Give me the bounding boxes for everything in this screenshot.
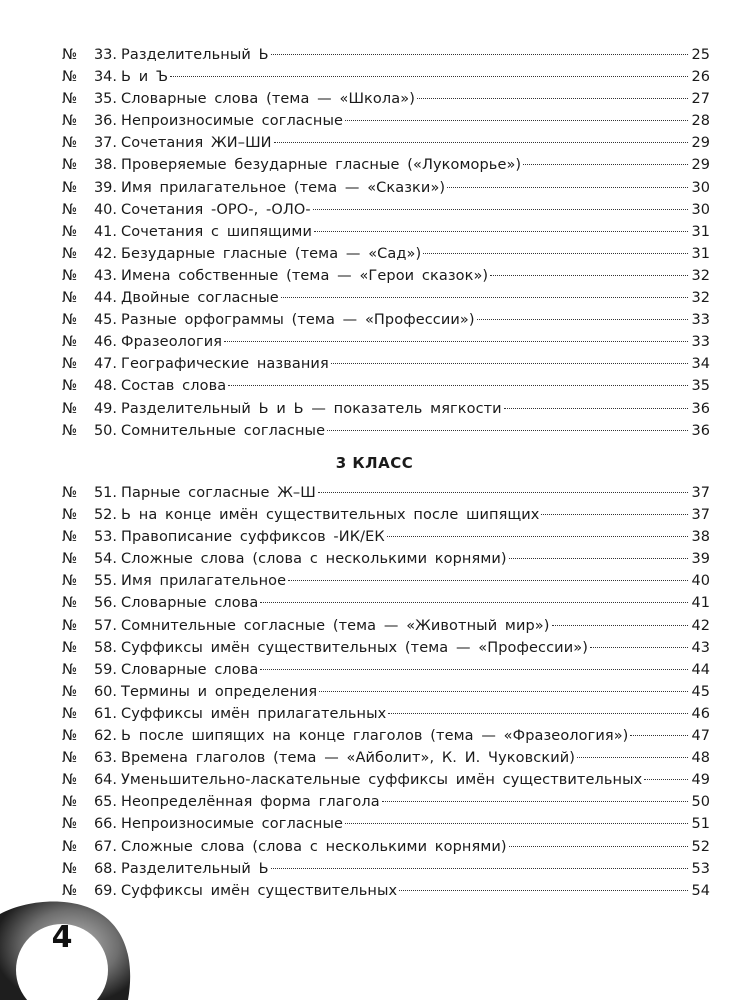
entry-number-sign: № bbox=[62, 422, 78, 439]
entry-title: Термины и определения bbox=[121, 683, 318, 700]
entry-number: 49. bbox=[93, 400, 117, 417]
entry-number-sign: № bbox=[62, 47, 78, 63]
entry-number: 68. bbox=[93, 860, 117, 877]
entry-number: 52. bbox=[93, 507, 117, 524]
page-number: 4 bbox=[51, 920, 73, 955]
entry-title: Имена собственные (тема — «Герои сказок») bbox=[121, 267, 489, 284]
toc-entry bbox=[62, 681, 710, 703]
section-heading: 3 КЛАСС bbox=[335, 454, 414, 472]
toc-entry bbox=[62, 331, 710, 353]
entry-number: 45. bbox=[93, 312, 117, 329]
toc-entry bbox=[62, 791, 710, 813]
toc-entry bbox=[62, 482, 710, 504]
entry-page: 26 bbox=[691, 69, 710, 86]
entry-number-sign: № bbox=[62, 573, 78, 590]
toc-entry bbox=[62, 287, 710, 309]
dot-leader bbox=[509, 846, 688, 847]
dot-leader bbox=[552, 625, 688, 626]
toc-entry bbox=[62, 570, 710, 592]
entry-number: 33. bbox=[93, 47, 117, 63]
toc-entry bbox=[62, 659, 710, 681]
entry-page: 27 bbox=[691, 91, 710, 108]
entry-page: 30 bbox=[691, 201, 710, 218]
dot-leader bbox=[523, 164, 688, 165]
entry-number-sign: № bbox=[62, 135, 78, 152]
toc-entry bbox=[62, 769, 710, 791]
toc-entry bbox=[62, 265, 710, 287]
dot-leader bbox=[170, 76, 688, 77]
entry-number: 66. bbox=[93, 816, 117, 833]
entry-title: Двойные согласные bbox=[121, 290, 279, 307]
entry-number: 41. bbox=[93, 223, 117, 240]
entry-number: 54. bbox=[93, 551, 117, 568]
entry-number-sign: № bbox=[62, 91, 78, 108]
dot-leader bbox=[327, 430, 688, 431]
entry-number-sign: № bbox=[62, 245, 78, 262]
toc-entry bbox=[62, 66, 710, 88]
entry-page: 51 bbox=[691, 816, 710, 833]
dot-leader bbox=[224, 341, 688, 342]
entry-page: 25 bbox=[691, 47, 710, 63]
dot-leader bbox=[313, 209, 688, 210]
entry-number-sign: № bbox=[62, 201, 78, 218]
entry-title: Суффиксы имён прилагательных bbox=[121, 705, 387, 722]
dot-leader bbox=[447, 187, 688, 188]
dot-leader bbox=[281, 297, 688, 298]
entry-page: 40 bbox=[691, 573, 710, 590]
toc-list-grade-3 bbox=[62, 482, 710, 902]
entry-page: 33 bbox=[691, 312, 710, 329]
toc-entry bbox=[62, 725, 710, 747]
toc-entry bbox=[62, 177, 710, 199]
entry-page: 53 bbox=[691, 860, 710, 877]
entry-page: 45 bbox=[691, 683, 710, 700]
entry-title: Сочетания ЖИ–ШИ bbox=[121, 135, 272, 152]
toc-entry bbox=[62, 637, 710, 659]
entry-number: 55. bbox=[93, 573, 117, 590]
dot-leader bbox=[490, 275, 688, 276]
entry-title: Словарные слова bbox=[121, 661, 259, 678]
entry-number: 37. bbox=[93, 135, 117, 152]
entry-title: Разные орфограммы (тема — «Профессии») bbox=[121, 312, 475, 329]
entry-number: 59. bbox=[93, 661, 117, 678]
toc-entry bbox=[62, 353, 710, 375]
entry-number: 65. bbox=[93, 794, 117, 811]
entry-page: 28 bbox=[691, 113, 710, 130]
entry-number: 34. bbox=[93, 69, 117, 86]
dot-leader bbox=[644, 779, 688, 780]
entry-title: Непроизносимые согласные bbox=[121, 113, 344, 130]
entry-number: 44. bbox=[93, 290, 117, 307]
entry-number: 42. bbox=[93, 245, 117, 262]
entry-number: 48. bbox=[93, 378, 117, 395]
entry-title: Суффиксы имён существительных (тема — «Профессии») bbox=[121, 639, 588, 656]
entry-title: Сочетания с шипящими bbox=[121, 223, 312, 240]
entry-number: 43. bbox=[93, 267, 117, 284]
entry-title: Парные согласные Ж–Ш bbox=[121, 485, 316, 501]
entry-page: 41 bbox=[691, 595, 710, 612]
dot-leader bbox=[345, 120, 688, 121]
dot-leader bbox=[314, 231, 688, 232]
dot-leader bbox=[590, 647, 688, 648]
entry-title: Разделительный Ь bbox=[121, 860, 269, 877]
entry-number: 63. bbox=[93, 750, 117, 767]
entry-title: Состав слова bbox=[121, 378, 227, 395]
entry-number-sign: № bbox=[62, 400, 78, 417]
entry-title: Имя прилагательное bbox=[121, 573, 287, 590]
entry-number-sign: № bbox=[62, 595, 78, 612]
entry-title: Имя прилагательное (тема — «Сказки») bbox=[121, 179, 446, 196]
dot-leader bbox=[345, 823, 688, 824]
entry-page: 30 bbox=[691, 179, 710, 196]
entry-number-sign: № bbox=[62, 728, 78, 745]
toc-entry bbox=[62, 154, 710, 176]
entry-title: Уменьшительно-ласкательные суффиксы имён существительных bbox=[121, 772, 643, 789]
entry-number-sign: № bbox=[62, 683, 78, 700]
toc-entry bbox=[62, 548, 710, 570]
toc-entry bbox=[62, 813, 710, 835]
entry-page: 42 bbox=[691, 617, 710, 634]
entry-page: 35 bbox=[691, 378, 710, 395]
toc-entry bbox=[62, 703, 710, 725]
dot-leader bbox=[423, 253, 688, 254]
entry-number: 53. bbox=[93, 529, 117, 546]
entry-number: 36. bbox=[93, 113, 117, 130]
entry-number-sign: № bbox=[62, 334, 78, 351]
entry-number-sign: № bbox=[62, 882, 78, 899]
dot-leader bbox=[319, 691, 688, 692]
entry-page: 37 bbox=[691, 485, 710, 501]
entry-page: 52 bbox=[691, 838, 710, 855]
toc-entry bbox=[62, 615, 710, 637]
dot-leader bbox=[331, 363, 688, 364]
entry-number-sign: № bbox=[62, 860, 78, 877]
entry-number: 39. bbox=[93, 179, 117, 196]
entry-title: Ь и Ъ bbox=[121, 69, 169, 86]
entry-page: 36 bbox=[691, 400, 710, 417]
entry-number-sign: № bbox=[62, 529, 78, 546]
entry-page: 39 bbox=[691, 551, 710, 568]
toc-list-grade-2 bbox=[62, 44, 710, 442]
entry-number-sign: № bbox=[62, 750, 78, 767]
entry-title: Словарные слова (тема — «Школа») bbox=[121, 91, 415, 108]
entry-title: Сочетания -ОРО-, -ОЛО- bbox=[121, 201, 311, 218]
entry-number: 35. bbox=[93, 91, 117, 108]
entry-number-sign: № bbox=[62, 485, 78, 501]
entry-number: 58. bbox=[93, 639, 117, 656]
dot-leader bbox=[271, 54, 688, 55]
entry-number: 62. bbox=[93, 728, 117, 745]
dot-leader bbox=[387, 536, 688, 537]
toc-entry bbox=[62, 110, 710, 132]
entry-page: 54 bbox=[691, 882, 710, 899]
entry-number-sign: № bbox=[62, 639, 78, 656]
entry-number-sign: № bbox=[62, 794, 78, 811]
entry-page: 31 bbox=[691, 245, 710, 262]
toc-entry bbox=[62, 309, 710, 331]
entry-number: 40. bbox=[93, 201, 117, 218]
dot-leader bbox=[399, 890, 688, 891]
toc-entry bbox=[62, 88, 710, 110]
dot-leader bbox=[630, 735, 688, 736]
dot-leader bbox=[417, 98, 688, 99]
entry-title: Сомнительные согласные bbox=[121, 422, 326, 439]
entry-title: Фразеология bbox=[121, 334, 223, 351]
dot-leader bbox=[388, 713, 688, 714]
entry-page: 36 bbox=[691, 422, 710, 439]
entry-page: 50 bbox=[691, 794, 710, 811]
entry-title: Правописание суффиксов -ИК/ЕК bbox=[121, 529, 385, 546]
entry-number-sign: № bbox=[62, 705, 78, 722]
entry-number: 60. bbox=[93, 683, 117, 700]
entry-number: 61. bbox=[93, 705, 117, 722]
entry-title: Ь на конце имён существительных после шипящих bbox=[121, 507, 540, 524]
entry-number: 67. bbox=[93, 838, 117, 855]
toc-entry bbox=[62, 375, 710, 397]
entry-title: Сомнительные согласные (тема — «Животный мир») bbox=[121, 617, 550, 634]
entry-page: 29 bbox=[691, 135, 710, 152]
entry-title: Времена глаголов (тема — «Айболит», К. И. Чуковский) bbox=[121, 750, 575, 767]
entry-page: 44 bbox=[691, 661, 710, 678]
entry-page: 34 bbox=[691, 356, 710, 373]
dot-leader bbox=[271, 868, 688, 869]
entry-number-sign: № bbox=[62, 816, 78, 833]
entry-number-sign: № bbox=[62, 838, 78, 855]
toc-entry bbox=[62, 504, 710, 526]
entry-number: 64. bbox=[93, 772, 117, 789]
entry-title: Разделительный Ь и Ь — показатель мягкости bbox=[121, 400, 502, 417]
toc-entry bbox=[62, 592, 710, 614]
dot-leader bbox=[260, 669, 688, 670]
entry-number-sign: № bbox=[62, 113, 78, 130]
entry-number-sign: № bbox=[62, 507, 78, 524]
dot-leader bbox=[541, 514, 688, 515]
entry-number: 50. bbox=[93, 422, 117, 439]
dot-leader bbox=[318, 492, 688, 493]
toc-entry bbox=[62, 132, 710, 154]
toc-entry bbox=[62, 836, 710, 858]
entry-page: 49 bbox=[691, 772, 710, 789]
entry-page: 32 bbox=[691, 267, 710, 284]
entry-page: 37 bbox=[691, 507, 710, 524]
toc-entry bbox=[62, 44, 710, 66]
entry-page: 43 bbox=[691, 639, 710, 656]
dot-leader bbox=[274, 142, 688, 143]
entry-number-sign: № bbox=[62, 661, 78, 678]
entry-number: 47. bbox=[93, 356, 117, 373]
dot-leader bbox=[288, 580, 688, 581]
entry-page: 47 bbox=[691, 728, 710, 745]
dot-leader bbox=[577, 757, 688, 758]
dot-leader bbox=[382, 801, 688, 802]
toc-entry bbox=[62, 420, 710, 442]
entry-number-sign: № bbox=[62, 69, 78, 86]
entry-number-sign: № bbox=[62, 223, 78, 240]
entry-number-sign: № bbox=[62, 617, 78, 634]
toc-entry bbox=[62, 221, 710, 243]
entry-page: 31 bbox=[691, 223, 710, 240]
entry-page: 38 bbox=[691, 529, 710, 546]
entry-title: Суффиксы имён существительных bbox=[121, 882, 398, 899]
entry-title: Словарные слова bbox=[121, 595, 259, 612]
entry-number-sign: № bbox=[62, 157, 78, 174]
toc-entry bbox=[62, 747, 710, 769]
entry-title: Ь после шипящих на конце глаголов (тема — «Фразеология») bbox=[121, 728, 629, 745]
entry-page: 32 bbox=[691, 290, 710, 307]
entry-page: 48 bbox=[691, 750, 710, 767]
entry-title: Сложные слова (слова с несколькими корнями) bbox=[121, 838, 507, 855]
entry-title: Неопределённая форма глагола bbox=[121, 794, 380, 811]
entry-page: 29 bbox=[691, 157, 710, 174]
entry-number: 57. bbox=[93, 617, 117, 634]
entry-number: 69. bbox=[93, 882, 117, 899]
entry-title: Проверяемые безударные гласные («Лукоморье») bbox=[121, 157, 522, 174]
entry-number: 38. bbox=[93, 157, 117, 174]
dot-leader bbox=[228, 385, 688, 386]
entry-page: 33 bbox=[691, 334, 710, 351]
entry-number-sign: № bbox=[62, 772, 78, 789]
toc-entry bbox=[62, 526, 710, 548]
entry-number: 46. bbox=[93, 334, 117, 351]
entry-title: Непроизносимые согласные bbox=[121, 816, 344, 833]
entry-number-sign: № bbox=[62, 551, 78, 568]
entry-page: 46 bbox=[691, 705, 710, 722]
entry-title: Сложные слова (слова с несколькими корнями) bbox=[121, 551, 507, 568]
entry-number-sign: № bbox=[62, 378, 78, 395]
entry-number-sign: № bbox=[62, 312, 78, 329]
toc-entry bbox=[62, 199, 710, 221]
toc-entry bbox=[62, 880, 710, 902]
dot-leader bbox=[509, 558, 688, 559]
toc-entry bbox=[62, 858, 710, 880]
dot-leader bbox=[477, 319, 688, 320]
dot-leader bbox=[260, 602, 688, 603]
entry-number: 51. bbox=[93, 485, 117, 501]
dot-leader bbox=[504, 408, 688, 409]
entry-number-sign: № bbox=[62, 290, 78, 307]
entry-title: Географические названия bbox=[121, 356, 329, 373]
entry-title: Безударные гласные (тема — «Сад») bbox=[121, 245, 422, 262]
entry-number-sign: № bbox=[62, 356, 78, 373]
entry-number-sign: № bbox=[62, 267, 78, 284]
entry-number: 56. bbox=[93, 595, 117, 612]
toc-entry bbox=[62, 398, 710, 420]
entry-number-sign: № bbox=[62, 179, 78, 196]
toc-entry bbox=[62, 243, 710, 265]
entry-title: Разделительный Ь bbox=[121, 47, 269, 63]
